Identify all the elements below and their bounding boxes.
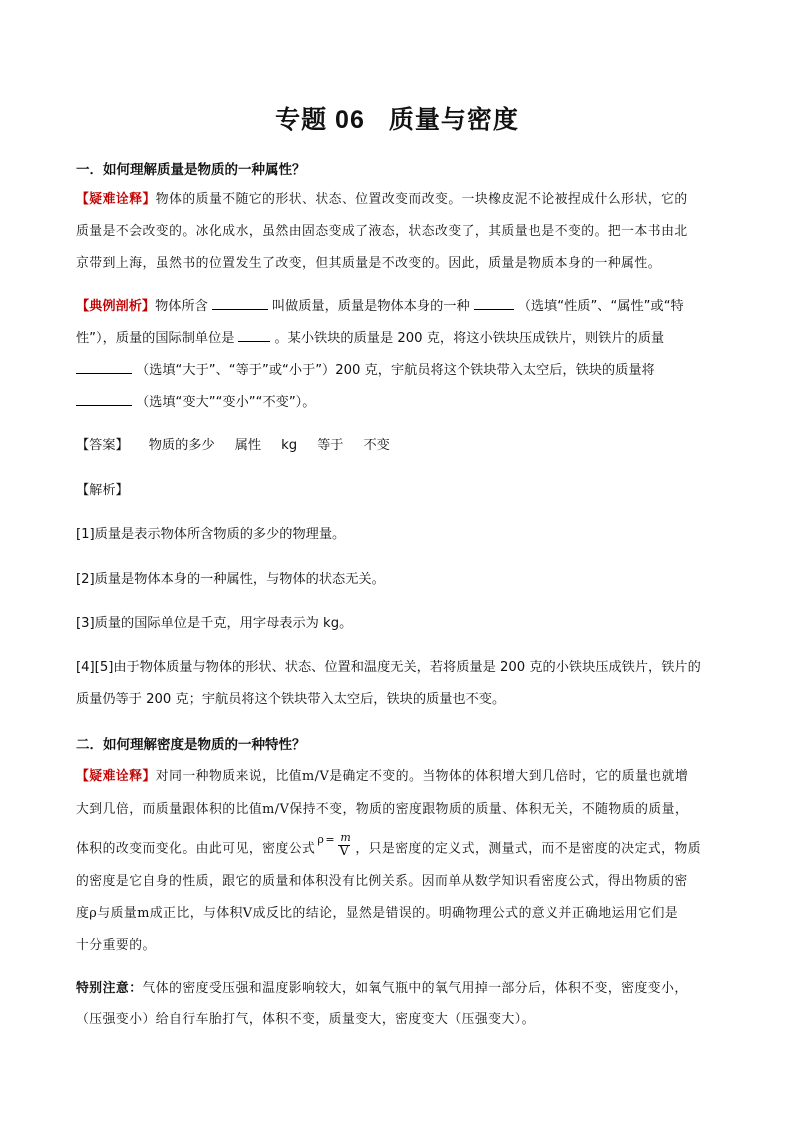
section2-note-line2: 大到几倍，而质量跟体积的比值m/V保持不变，物质的密度跟物质的质量、体积无关，不随物质的质量， <box>76 802 689 817</box>
special-note-line1: 特别注意：气体的密度受压强和温度影响较大，如氧气瓶中的氧气用掉一部分后，体积不变，密度变小， <box>76 981 688 996</box>
example-line4: （选填“变大”“变小”“不变”）。 <box>76 391 726 410</box>
analysis-item-3: [3]质量的国际单位是千克，用字母表示为 kg。 <box>76 616 353 631</box>
example-line1: 【典例剖析】物体所含 叫做质量，质量是物体本身的一种 （选填“性质”、“属性”或“特 <box>76 299 684 314</box>
density-formula: ρ = m V <box>317 831 352 859</box>
section2-note-line5: 度ρ与质量m成正比，与体积V成反比的结论，显然是错误的。明确物理公式的意义并正确地运用它们是 <box>76 906 679 921</box>
special-note-label: 特别注意： <box>76 981 143 996</box>
section2-note-line4: 的密度是它自身的性质，跟它的质量和体积没有比例关系。因而单从数学知识看密度公式，得出物质的密 <box>76 874 688 889</box>
section1-note-line3: 京带到上海，虽然书的位置发生了改变，但其质量是不改变的。因此，质量是物质本身的一种属性。 <box>76 256 662 271</box>
section1-note-line2: 质量是不会改变的。冰化成水，虽然由固态变成了液态，状态改变了，其质量也是不变的。把一本书由北 <box>76 224 688 239</box>
blank-4 <box>76 361 132 374</box>
analysis-item-4-cont: 质量仍等于 200 克；宇航员将这个铁块带入太空后，铁块的质量也不变。 <box>76 692 506 707</box>
page-title <box>0 100 794 136</box>
analysis-item-2: [2]质量是物体本身的一种属性，与物体的状态无关。 <box>76 572 385 587</box>
blank-3 <box>238 329 270 342</box>
answer-line <box>76 434 726 453</box>
section2-note-line3: 体积的改变而变化。由此可见，密度公式 ρ = m V ，只是密度的定义式，测量式，而不是密度的决定式，物质 <box>76 836 726 862</box>
blank-1 <box>212 297 268 310</box>
answer-5: 不变 <box>363 438 390 453</box>
answer-4: 等于 <box>317 438 344 453</box>
section2-note-line6: 十分重要的。 <box>76 938 156 953</box>
section1-note-tag: 【疑难诠释】 <box>76 192 156 207</box>
answer-2: 属性 <box>234 438 262 453</box>
title-number: 专题 06 <box>275 106 365 134</box>
special-note-line2: （压强变小）给自行车胎打气，体积不变，质量变大，密度变大（压强变大）。 <box>76 1012 535 1027</box>
answer-1: 物质的多少 <box>148 438 215 453</box>
section2-note-tag: 【疑难诠释】 <box>76 769 156 784</box>
analysis-item-1: [1]质量是表示物体所含物质的多少的物理量。 <box>76 527 346 542</box>
answer-label: 【答案】 <box>76 438 129 453</box>
title-text: 质量与密度 <box>388 105 519 134</box>
section2-heading: 二．如何理解密度是物质的一种特性？ <box>76 737 306 753</box>
section2-note-line1: 【疑难诠释】对同一种物质来说，比值m/V是确定不变的。当物体的体积增大到几倍时，它的质量也就增 <box>76 769 689 784</box>
section1-note-line1: 【疑难诠释】物体的质量不随它的形状、状态、位置改变而改变。一块橡皮泥不论被捏成什么形状，它的 <box>76 192 688 207</box>
section1-heading: 一．如何理解质量是物质的一种属性？ <box>76 162 306 178</box>
blank-2 <box>474 297 514 310</box>
analysis-label: 【解析】 <box>76 483 129 498</box>
example-tag: 【典例剖析】 <box>76 299 156 314</box>
analysis-item-4: [4][5]由于物体质量与物体的形状、状态、位置和温度无关，若将质量是 200 克的小铁块压成铁片，铁片的 <box>76 660 701 675</box>
answer-3: kg <box>281 438 298 453</box>
example-line3: （选填“大于”、“等于”或“小于”）200 克，宇航员将这个铁块带入太空后，铁块的质量将 <box>76 359 726 378</box>
example-line2: 性”），质量的国际制单位是 。某小铁块的质量是 200 克，将这小铁块压成铁片，则铁片的质量 <box>76 331 665 346</box>
blank-5 <box>76 393 132 406</box>
